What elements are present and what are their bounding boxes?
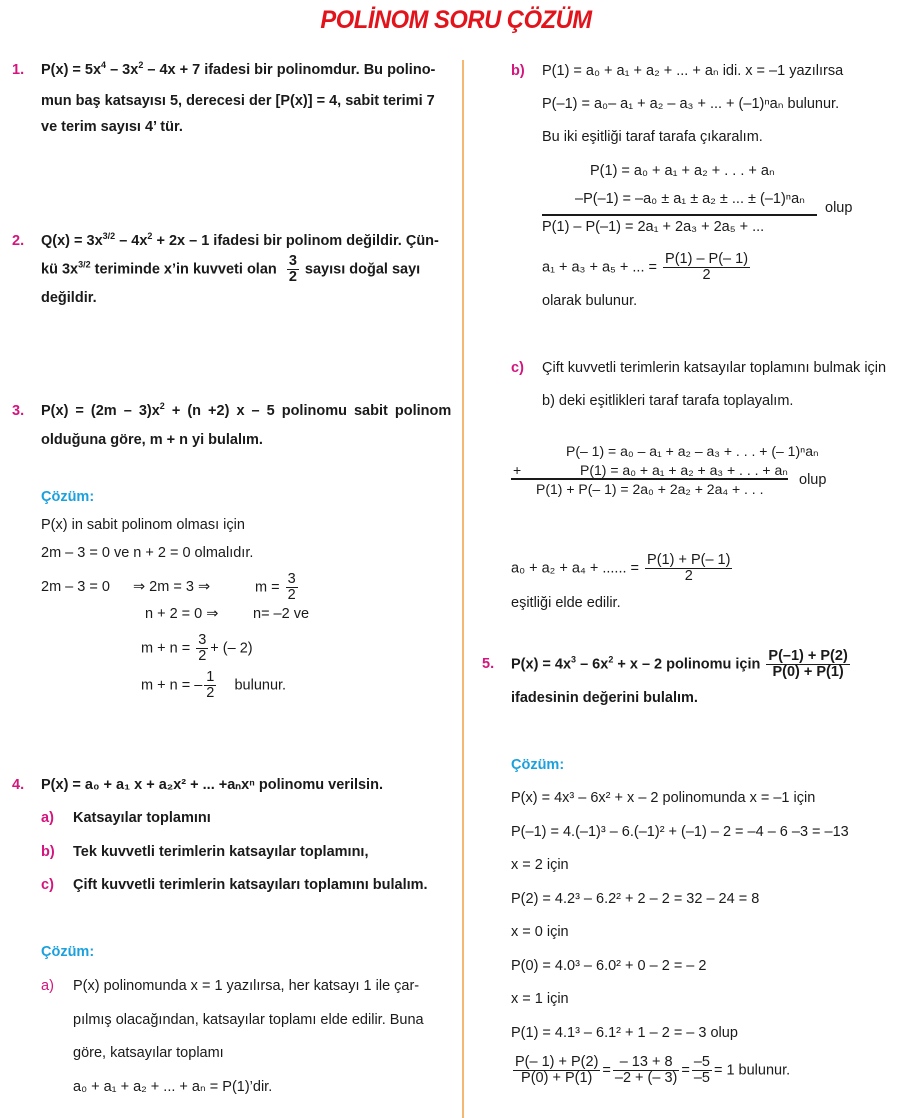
solution-line: 2m – 3 = 0 ve n + 2 = 0 olmalıdır. [41,545,254,561]
solution-line: m + n = – $\frac{1}{2}$ bulunur. [141,669,287,702]
solution-line: P(x) in sabit polinom olması için [41,517,245,533]
equation-line: –P(–1) = –a₀ ± a₁ ± a₂ ± ... ± (–1)ⁿaₙ [575,191,805,207]
plus-sign: + [513,462,522,478]
addition-rule [511,478,788,480]
equation-line: P(– 1) = a₀ – a₁ + a₂ – a₃ + . . . + (– 1)ⁿaₙ [566,443,819,459]
solution-line: P(–1) = a₀– a₁ + a₂ – a₃ + ... + (–1)ⁿaₙ bulunur. [542,96,840,112]
item-letter: a) [41,810,54,826]
question-text-line: kü $3x^{3/2}$ teriminde x’in kuvveti olan $\frac{3}{2}$ sayısı doğal sayı [41,253,421,286]
question-number: 2. [12,233,25,249]
equation-line: a₁ + a₃ + a₅ + ... = $\frac{P(1) - P(- 1)}{2}$ [542,251,749,284]
solution-line: olarak bulunur. [542,293,638,309]
question-text-line: mun baş katsayısı 5, derecesi der [P(x)] = 4, sabit terimi 7 [41,93,435,109]
solution-line: eşitliği elde edilir. [511,595,621,611]
question-text-line: ifadesinin değerini bulalım. [511,690,698,706]
solution-line: x = 1 için [511,991,569,1007]
equation-line: P(1) = a₀ + a₁ + a₂ + . . . + aₙ [590,163,775,179]
item-letter: b) [41,844,55,860]
question-number: 4. [12,777,25,793]
question-text-line: $P(x) = 5x^4 - 3x^2 - 4x + 7$ ifadesi bir polinomdur. Bu polino- [41,60,436,78]
equation-suffix: olup [825,200,853,216]
item-letter: c) [511,360,524,376]
solution-line: Bu iki eşitliği taraf tarafa çıkaralım. [542,129,763,145]
solution-line: a₀ + a₁ + a₂ + ... + aₙ = P(1)’dir. [73,1079,273,1095]
solution-line: P(1) = a₀ + a₁ + a₂ + ... + aₙ idi. x = –1 yazılırsa [542,63,844,79]
solution-line: ⇒ 2m = 3 ⇒ [133,579,211,595]
page-title: POLİNOM SORU ÇÖZÜM [320,6,592,34]
item-letter: c) [41,877,54,893]
subtraction-rule [542,214,817,216]
solution-line: P(1) = 4.1³ – 6.1² + 1 – 2 = – 3 olup [511,1025,738,1041]
solution-heading: Çözüm: [41,489,95,505]
solution-line: n + 2 = 0 ⇒ [145,606,219,622]
solution-line: P(0) = 4.0³ – 6.0² + 0 – 2 = – 2 [511,958,707,974]
solution-line: n= –2 ve [253,606,310,622]
final-equation: $\frac{P(- 1) + P(2)}{P(0) + P(1)}$ = $\frac{- 13 + 8}{-2 + (- 3)}$ = $\frac{-5}{-5}$ = 1 bulunur. [515,1054,791,1087]
solution-line: x = 0 için [511,924,569,940]
item-letter: b) [511,63,525,79]
item-text: Katsayılar toplamını [73,810,211,826]
question-text-line: ve terim sayısı 4’ tür. [41,119,183,135]
equation-line: P(1) – P(–1) = 2a₁ + 2a₃ + 2a₅ + ... [542,219,765,235]
solution-line: m = $\frac{3}{2}$ [255,571,296,604]
question-number: 1. [12,62,25,78]
equation-line: P(1) + P(– 1) = 2a₀ + 2a₂ + 2a₄ + . . . [536,481,764,497]
question-text-line: $Q(x) = 3x^{3/2} - 4x^2 + 2x - 1$ ifadesi bir polinom değildir. Çün- [41,231,439,249]
equation-suffix: olup [799,472,827,488]
equation-line: P(1) = a₀ + a₁ + a₂ + a₃ + . . . + aₙ [580,462,788,478]
solution-heading: Çözüm: [41,944,95,960]
solution-line: P(2) = 4.2³ – 6.2² + 2 – 2 = 32 – 24 = 8 [511,891,760,907]
question-text-line: P(x) = a₀ + a₁ x + a₂x² + ... +aₙxⁿ polinomu verilsin. [41,777,383,793]
solution-line: x = 2 için [511,857,569,873]
question-text-line: değildir. [41,290,97,306]
question-number: 3. [12,403,25,419]
solution-line: 2m – 3 = 0 [41,579,110,595]
question-text-line: olduğuna göre, m + n yi bulalım. [41,432,263,448]
question-text-line: $P(x) = 4x^3 - 6x^2 + x - 2$ polinomu için $\frac{P(-1) + P(2)}{P(0) + P(1)}$ [511,648,848,681]
column-divider [462,60,464,1118]
question-number: 5. [482,656,495,672]
solution-line: göre, katsayılar toplamı [73,1045,224,1061]
solution-line: P(x) polinomunda x = 1 yazılırsa, her katsayı 1 ile çar- [73,978,420,994]
solution-line: pılmış olacağından, katsayılar toplamı elde edilir. Buna [73,1012,424,1028]
item-text: Çift kuvvetli terimlerin katsayıları toplamını bulalım. [73,877,428,893]
solution-line: b) deki eşitlikleri taraf tarafa toplayalım. [542,393,794,409]
item-letter: a) [41,978,54,994]
solution-line: Çift kuvvetli terimlerin katsayılar toplamını bulmak için [542,360,887,376]
equation-line: a₀ + a₂ + a₄ + ...... = $\frac{P(1) + P(- 1)}{2}$ [511,552,731,585]
item-text: Tek kuvvetli terimlerin katsayılar toplamını, [73,844,369,860]
solution-line: P(–1) = 4.(–1)³ – 6.(–1)² + (–1) – 2 = –4 – 6 –3 = –13 [511,824,849,840]
solution-heading: Çözüm: [511,757,565,773]
fraction: $\frac{3}{2}$ [288,253,297,286]
solution-line: m + n = $\frac{3}{2}$ + (– 2) [141,632,253,665]
solution-line: P(x) = 4x³ – 6x² + x – 2 polinomunda x = –1 için [511,790,816,806]
question-text-line: $P(x) = (2m - 3)x^2 + (n +2)$ x – 5 polinomu sabit polinom [41,401,452,419]
